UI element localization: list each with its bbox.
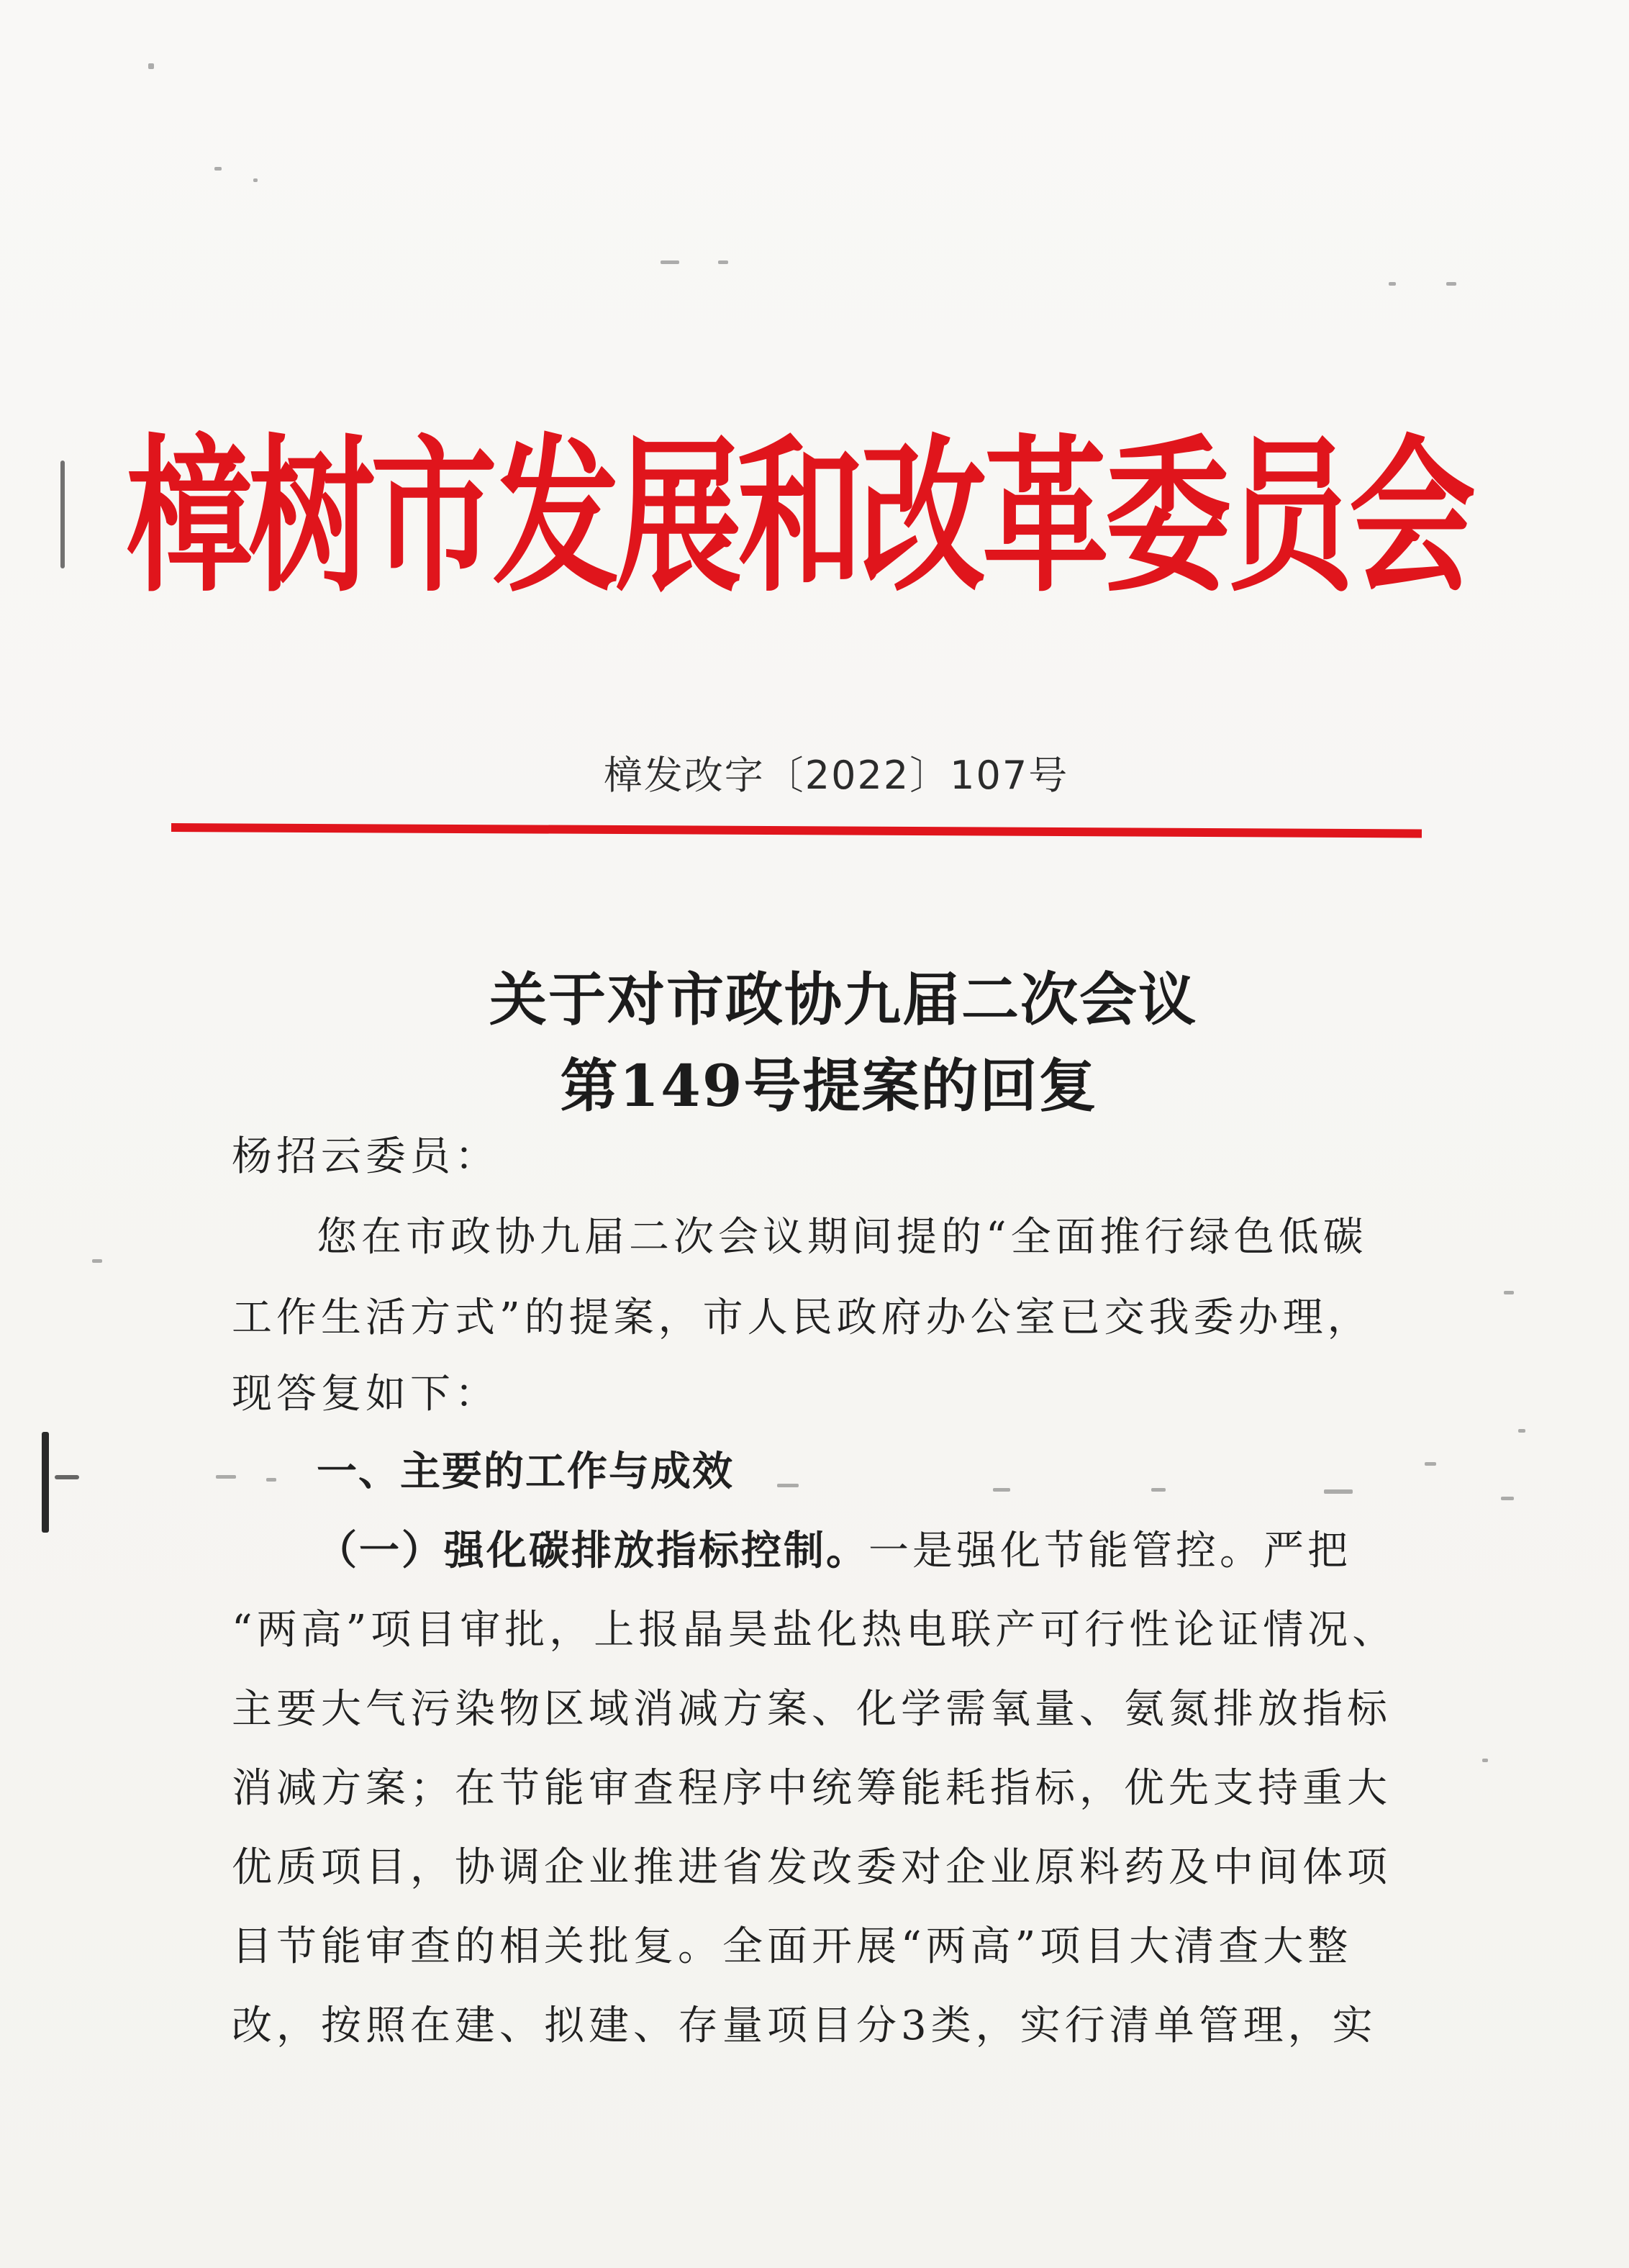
paragraph-line: 消减方案；在节能审查程序中统筹能耗指标，优先支持重大 (232, 1765, 1392, 1812)
document-title-line-2: 第149号提案的回复 (560, 1052, 1098, 1120)
document-title-line-1: 关于对市政协九届二次会议 (489, 966, 1197, 1033)
scan-edge-mark (55, 1475, 79, 1479)
scan-speck (216, 1475, 236, 1479)
scan-speck (993, 1488, 1010, 1492)
scan-speck (1504, 1291, 1514, 1294)
subsection-first-line (317, 1528, 1351, 1574)
scan-speck (1389, 282, 1396, 286)
paragraph-line: 目节能审查的相关批复。全面开展“两高”项目大清查大整 (232, 1923, 1353, 1970)
scan-speck (1151, 1488, 1166, 1492)
scan-speck (1446, 282, 1456, 286)
scan-speck (214, 167, 222, 171)
scan-speck (92, 1259, 102, 1263)
scan-speck (1425, 1462, 1436, 1466)
scan-speck (661, 260, 679, 264)
paragraph-line: 工作生活方式”的提案，市人民政府办公室已交我委办理， (232, 1294, 1372, 1341)
salutation: 杨招云委员： (232, 1133, 499, 1180)
scan-speck (777, 1484, 799, 1487)
paragraph-line: 优质项目，协调企业推进省发改委对企业原料药及中间体项 (232, 1844, 1392, 1891)
red-divider (171, 823, 1422, 838)
paragraph-line: 改，按照在建、拟建、存量项目分3类，实行清单管理，实 (232, 2002, 1377, 2049)
paragraph-line: 您在市政协九届二次会议期间提的“全面推行绿色低碳 (317, 1214, 1368, 1261)
scan-edge-mark (42, 1432, 49, 1533)
scan-speck (1518, 1429, 1525, 1433)
subsection-first-text: 一是强化节能管控。严把 (868, 1528, 1351, 1574)
document-number: 樟发改字〔2022〕107号 (603, 753, 1069, 798)
scan-edge-mark (60, 461, 65, 568)
scan-speck (718, 260, 728, 264)
scan-speck (253, 178, 258, 182)
paragraph-line: 主要大气污染物区域消减方案、化学需氧量、氨氮排放指标 (232, 1686, 1392, 1733)
scan-speck (266, 1478, 276, 1482)
paragraph-line: 现答复如下： (232, 1371, 499, 1418)
masthead-title: 樟树市发展和改革委员会 (126, 420, 1472, 615)
scan-speck (148, 63, 154, 69)
scan-speck (1482, 1759, 1488, 1762)
section-heading: 一、主要的工作与成效 (317, 1448, 734, 1495)
scan-speck (1501, 1497, 1514, 1500)
subsection-lead: （一）强化碳排放指标控制。 (317, 1528, 868, 1574)
scan-speck (1324, 1489, 1353, 1494)
paragraph-line: “两高”项目审批，上报晶昊盐化热电联产可行性论证情况、 (232, 1607, 1397, 1654)
